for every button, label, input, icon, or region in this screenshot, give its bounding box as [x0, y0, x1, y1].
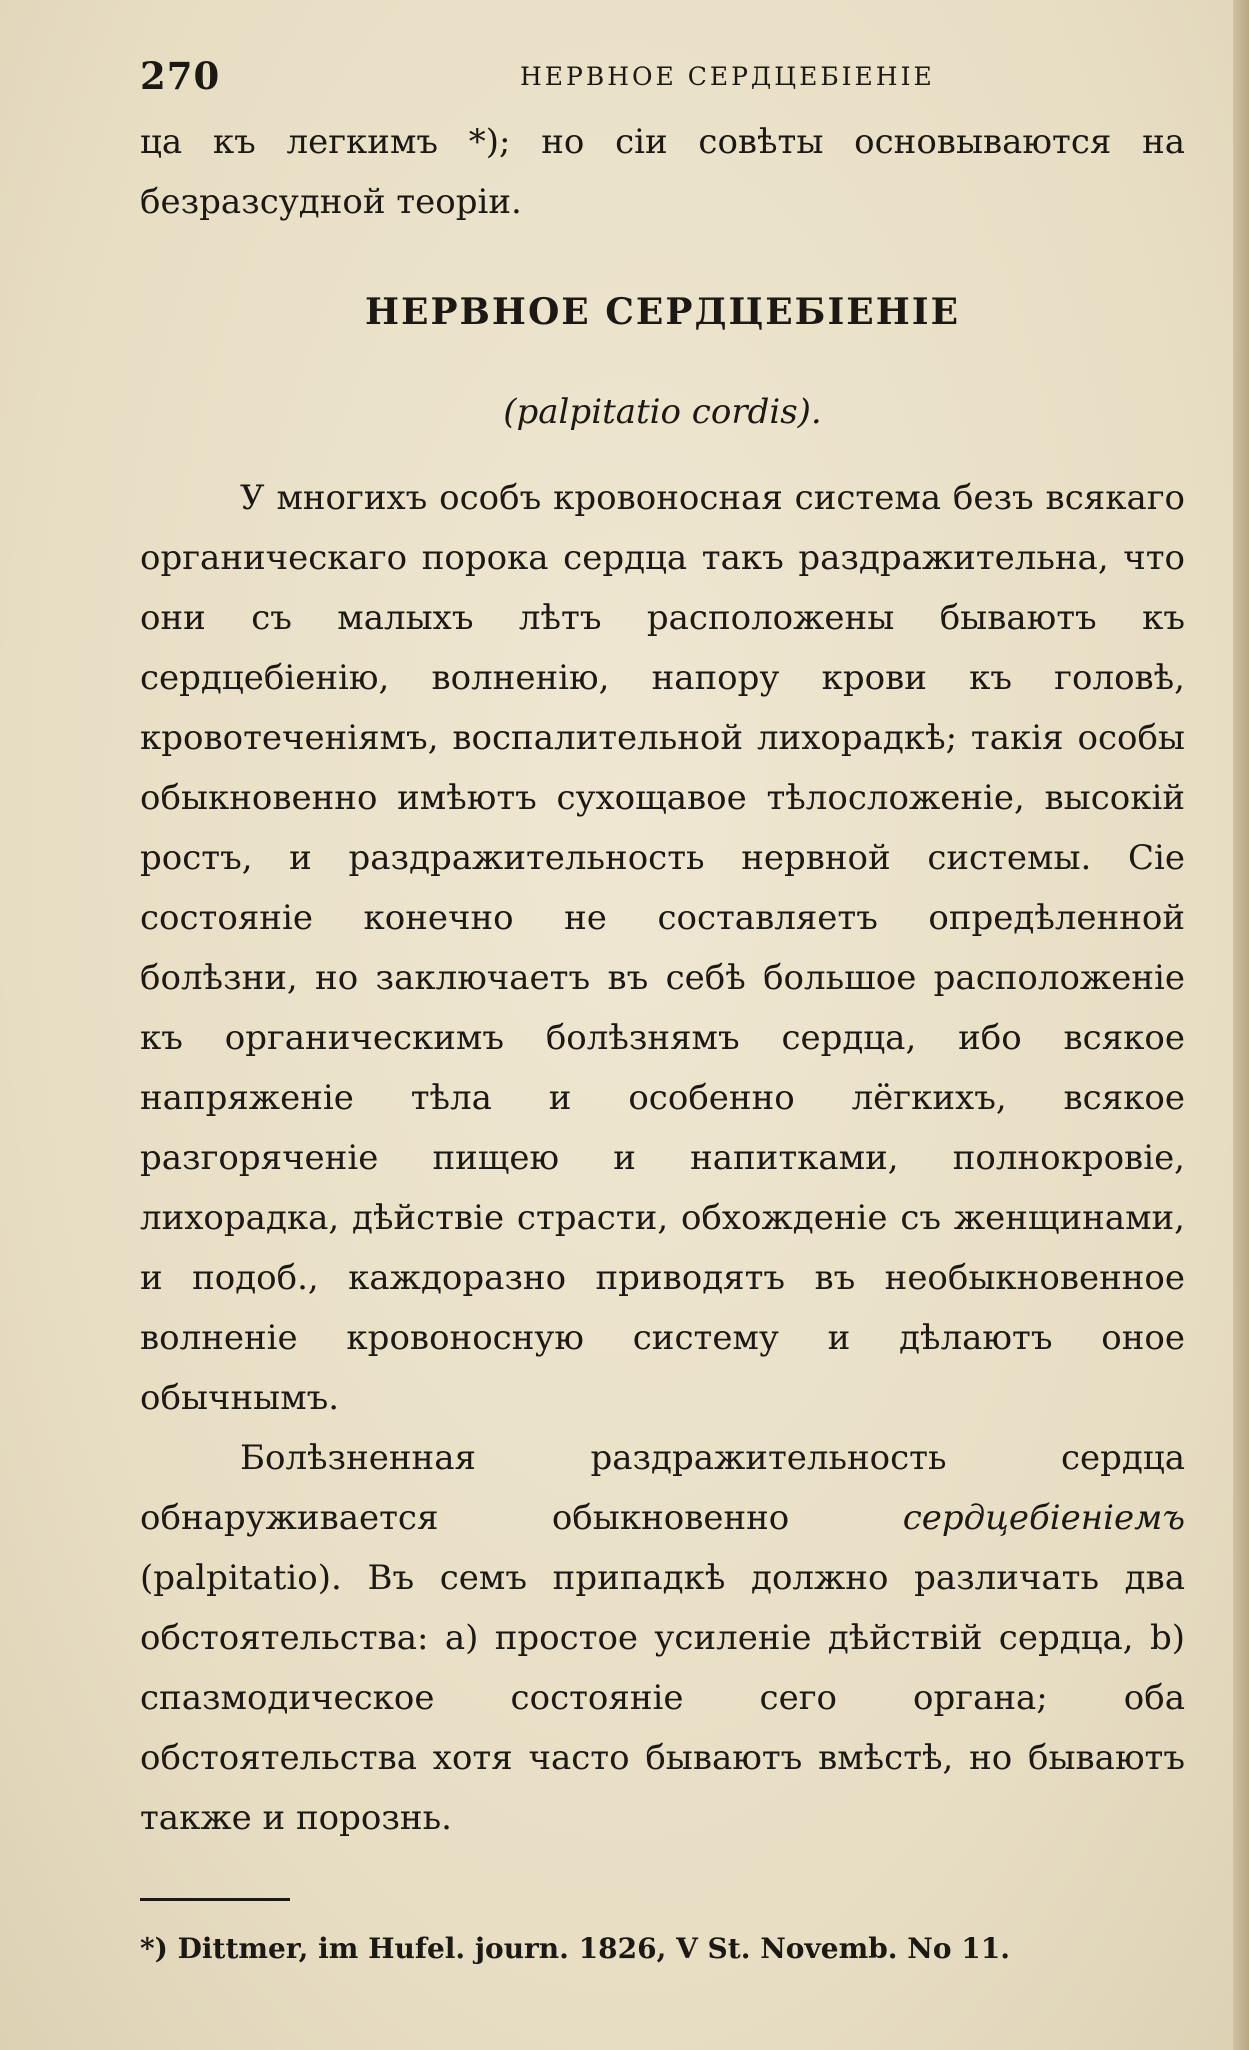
body-paragraph-2	[140, 1428, 1185, 1848]
running-head	[140, 52, 1185, 112]
section-title: НЕРВНОЕ СЕРДЦЕБІЕНІЕ	[364, 291, 961, 333]
emphasized-term: сердцебіеніемъ	[902, 1498, 1185, 1538]
section-subtitle: (palpitatio cordis).	[503, 392, 822, 432]
paragraph-2-text-start: Болѣзненная раздражительность сердца обнаруживается обыкновенно	[140, 1438, 1185, 1538]
body-paragraph-1: У многихъ особъ кровоносная система безъ всякаго органическаго порока сердца такъ раздражительна, что они съ малыхъ лѣтъ расположены бываютъ къ сердцебіенію, волненію, напору крови къ головѣ, кровотеченіямъ, воспалительной лихорадкѣ; такія особы обыкновенно имѣютъ сухощавое тѣлосложеніе, высокій ростъ, и раздражительность нервной системы. Сіе состояніе конечно не составляетъ опредѣленной болѣзни, но заключаетъ въ себѣ большое расположеніе къ органическимъ болѣзнямъ сердца, ибо всякое напряженіе тѣла и особенно лёгкихъ, всякое разгоряченіе пищею и напитками, полнокровіе, лихорадка, дѣйствіе страсти, обхожденіе съ женщинами, и подоб., каждоразно приводятъ въ необыкновенное волненіе кровоносную систему и дѣлаютъ оное обычнымъ.	[140, 478, 1185, 1418]
running-title: НЕРВНОЕ СЕРДЦЕБІЕНІЕ	[520, 62, 935, 91]
continuation-paragraph: ца къ легкимъ *); но сіи совѣты основываются на безразсудной теоріи.	[140, 122, 1185, 222]
footnote: *) Dittmer, im Hufel. journ. 1826, V St. Novemb. No 11.	[140, 1932, 1010, 1965]
page-edge-shadow	[1233, 0, 1249, 2050]
footnote-rule	[140, 1898, 290, 1901]
page-number: 270	[140, 54, 221, 98]
paragraph-2-text-end: (palpitatio). Въ семъ припадкѣ должно различать два обстоятельства: a) простое усиленіе дѣйствій сердца, b) спазмодическое состояніе сего органа; оба обстоятельства хотя часто бываютъ вмѣстѣ, но бываютъ также и порознь.	[140, 1558, 1185, 1838]
